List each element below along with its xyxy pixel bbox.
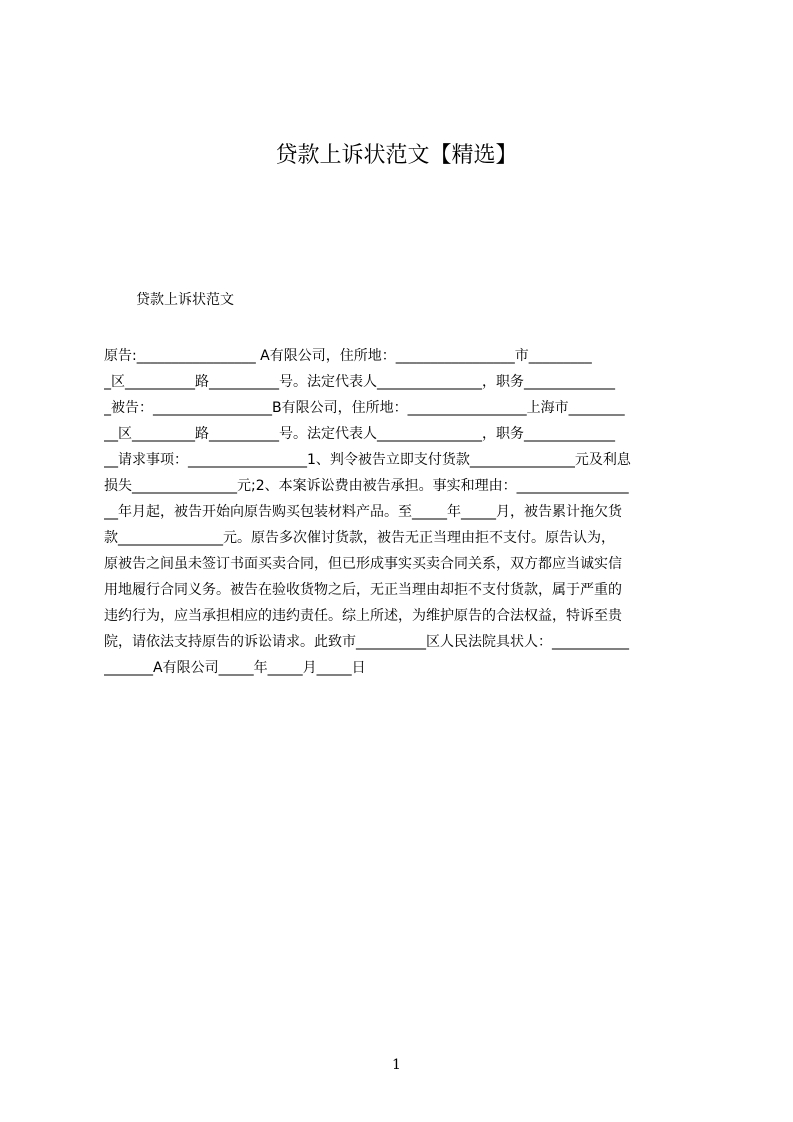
body-line: 原告:_________________ A有限公司，住所地：_________________市_________ [104,348,592,364]
body-line: _区__________路__________号。法定代表人_______________，职务_____________ [104,374,615,390]
document-subtitle: 贷款上诉状范文 [136,292,234,308]
document-title: 贷款上诉状范文【精选】 [275,143,518,168]
body-line: _被告：_________________B有限公司，住所地：_________________上海市________ [104,400,625,416]
body-line: __年月起，被告开始向原告购买包装材料产品。至_____年_____月，被告累计拖欠货 [104,504,622,520]
body-line: __区_________路__________号。法定代表人_______________，职务_____________ [104,426,615,442]
body-line: 用地履行合同义务。被告在验收货物之后，无正当理由却拒不支付货款，属于严重的 [104,582,622,598]
body-line: _______A有限公司_____年_____月_____日 [104,660,366,676]
body-line: 违约行为，应当承担相应的违约责任。综上所述，为维护原告的合法权益，特诉至贵 [104,608,622,624]
body-line: 损失_______________元;2、本案诉讼费由被告承担。事实和理由：________________ [104,478,629,494]
body-line: __请求事项：_________________1、判令被告立即支付货款_______________元及利息 [104,452,631,468]
body-line: 原被告之间虽未签订书面买卖合同，但已形成事实买卖合同关系，双方都应当诚实信 [104,556,622,572]
body-line: 院，请依法支持原告的诉讼请求。此致市__________区人民法院具状人：___________ [104,634,629,650]
page-number: 1 [392,1057,401,1073]
body-line: 款_______________元。原告多次催讨货款，被告无正当理由拒不支付。原告认为， [104,530,615,546]
document-body [104,343,700,681]
